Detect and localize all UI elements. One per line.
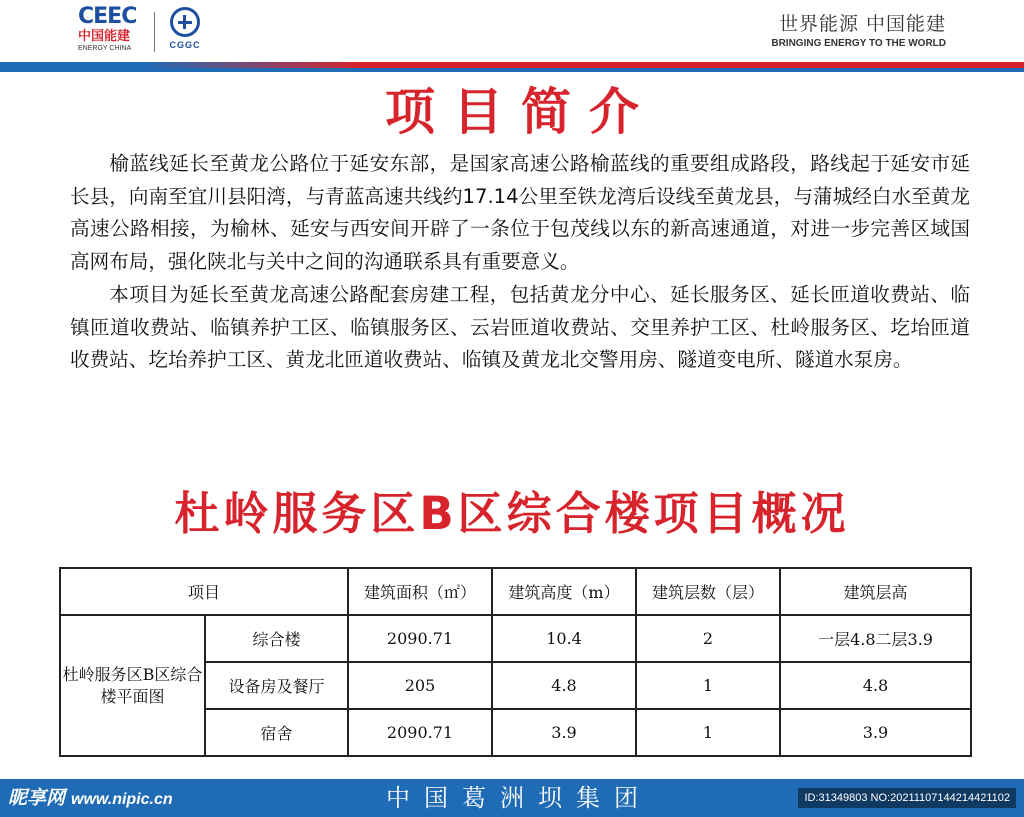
slogan: [771, 12, 946, 50]
slogan-cn: 世界能源 中国能建: [778, 13, 946, 35]
table-header-row: [60, 568, 971, 615]
table-row: [60, 615, 971, 662]
logo-en-text: ENERGY CHINA: [78, 45, 132, 52]
company-name: 中国葛洲坝集团: [386, 784, 652, 812]
logo-divider: [154, 12, 155, 52]
watermark: [8, 785, 173, 813]
ceec-logo-mark: CEEC: [78, 4, 137, 29]
cggc-emblem-icon: [170, 7, 200, 37]
footer-bar: [0, 779, 1024, 817]
section-title-project-intro: 项目简介: [385, 83, 657, 141]
table-group-label: 杜岭服务区B区综合楼平面图: [60, 615, 205, 756]
intro-paragraph: 本项目为延长至黄龙高速公路配套房建工程，包括黄龙分中心、延长服务区、延长匝道收费站、临镇匝道收费站、临镇养护工区、临镇服务区、云岩匝道收费站、交里养护工区、杜岭服务区、圪坮匝道收费站、圪坮养护工区、黄龙北匝道收费站、临镇及黄龙北交警用房、隧道变电所、隧道水泵房。: [70, 282, 970, 372]
table-cell-floor-height: 一层4.8二层3.9: [780, 615, 971, 662]
table-cell-floors: 2: [636, 615, 780, 662]
table-header-cell: 建筑层高: [780, 568, 971, 615]
table-header-cell: 建筑层数（层）: [636, 568, 780, 615]
table-cell-area: 2090.71: [348, 709, 492, 756]
image-id-tag: ID:31349803 NO:20211107144214421102: [798, 788, 1016, 808]
table-header-cell: 项目: [60, 568, 348, 615]
cggc-logo: [163, 7, 207, 55]
table-cell-name: 设备房及餐厅: [205, 662, 348, 709]
table-cell-height: 4.8: [492, 662, 636, 709]
section-title-project-overview: 杜岭服务区B区综合楼项目概况: [174, 487, 850, 540]
watermark-text: 昵享网: [8, 787, 66, 809]
intro-text: [70, 148, 970, 377]
table-cell-floor-height: 4.8: [780, 662, 971, 709]
table-cell-name: 综合楼: [205, 615, 348, 662]
energy-china-logo: [78, 6, 148, 56]
table-cell-floor-height: 3.9: [780, 709, 971, 756]
intro-paragraph: 榆蓝线延长至黄龙公路位于延安东部，是国家高速公路榆蓝线的重要组成路段，路线起于延安市延长县，向南至宜川县阳湾，与青蓝高速共线约17.14公里至铁龙湾后设线至黄龙县，与蒲城经白水至黄龙高速公路相接，为榆林、延安与西安间开辟了一条位于包茂线以东的新高速通道，对进一步完善区域国高网布局，强化陕北与关中之间的沟通联系具有重要意义。: [70, 152, 970, 274]
logo-cn-text: 中国能建: [78, 29, 131, 44]
table-cell-area: 205: [348, 662, 492, 709]
table-cell-floors: 1: [636, 709, 780, 756]
slogan-en: BRINGING ENERGY TO THE WORLD: [771, 38, 946, 49]
header: [0, 0, 1024, 62]
cggc-logo-text: CGGC: [169, 40, 201, 50]
header-stripe: [0, 62, 1024, 72]
watermark-url: www.nipic.cn: [71, 791, 173, 808]
table-header-cell: 建筑高度（m）: [492, 568, 636, 615]
project-spec-table: [59, 567, 972, 757]
table-header-cell: 建筑面积（㎡）: [348, 568, 492, 615]
table-cell-name: 宿舍: [205, 709, 348, 756]
table-cell-height: 3.9: [492, 709, 636, 756]
table-cell-floors: 1: [636, 662, 780, 709]
table-cell-area: 2090.71: [348, 615, 492, 662]
table-cell-height: 10.4: [492, 615, 636, 662]
